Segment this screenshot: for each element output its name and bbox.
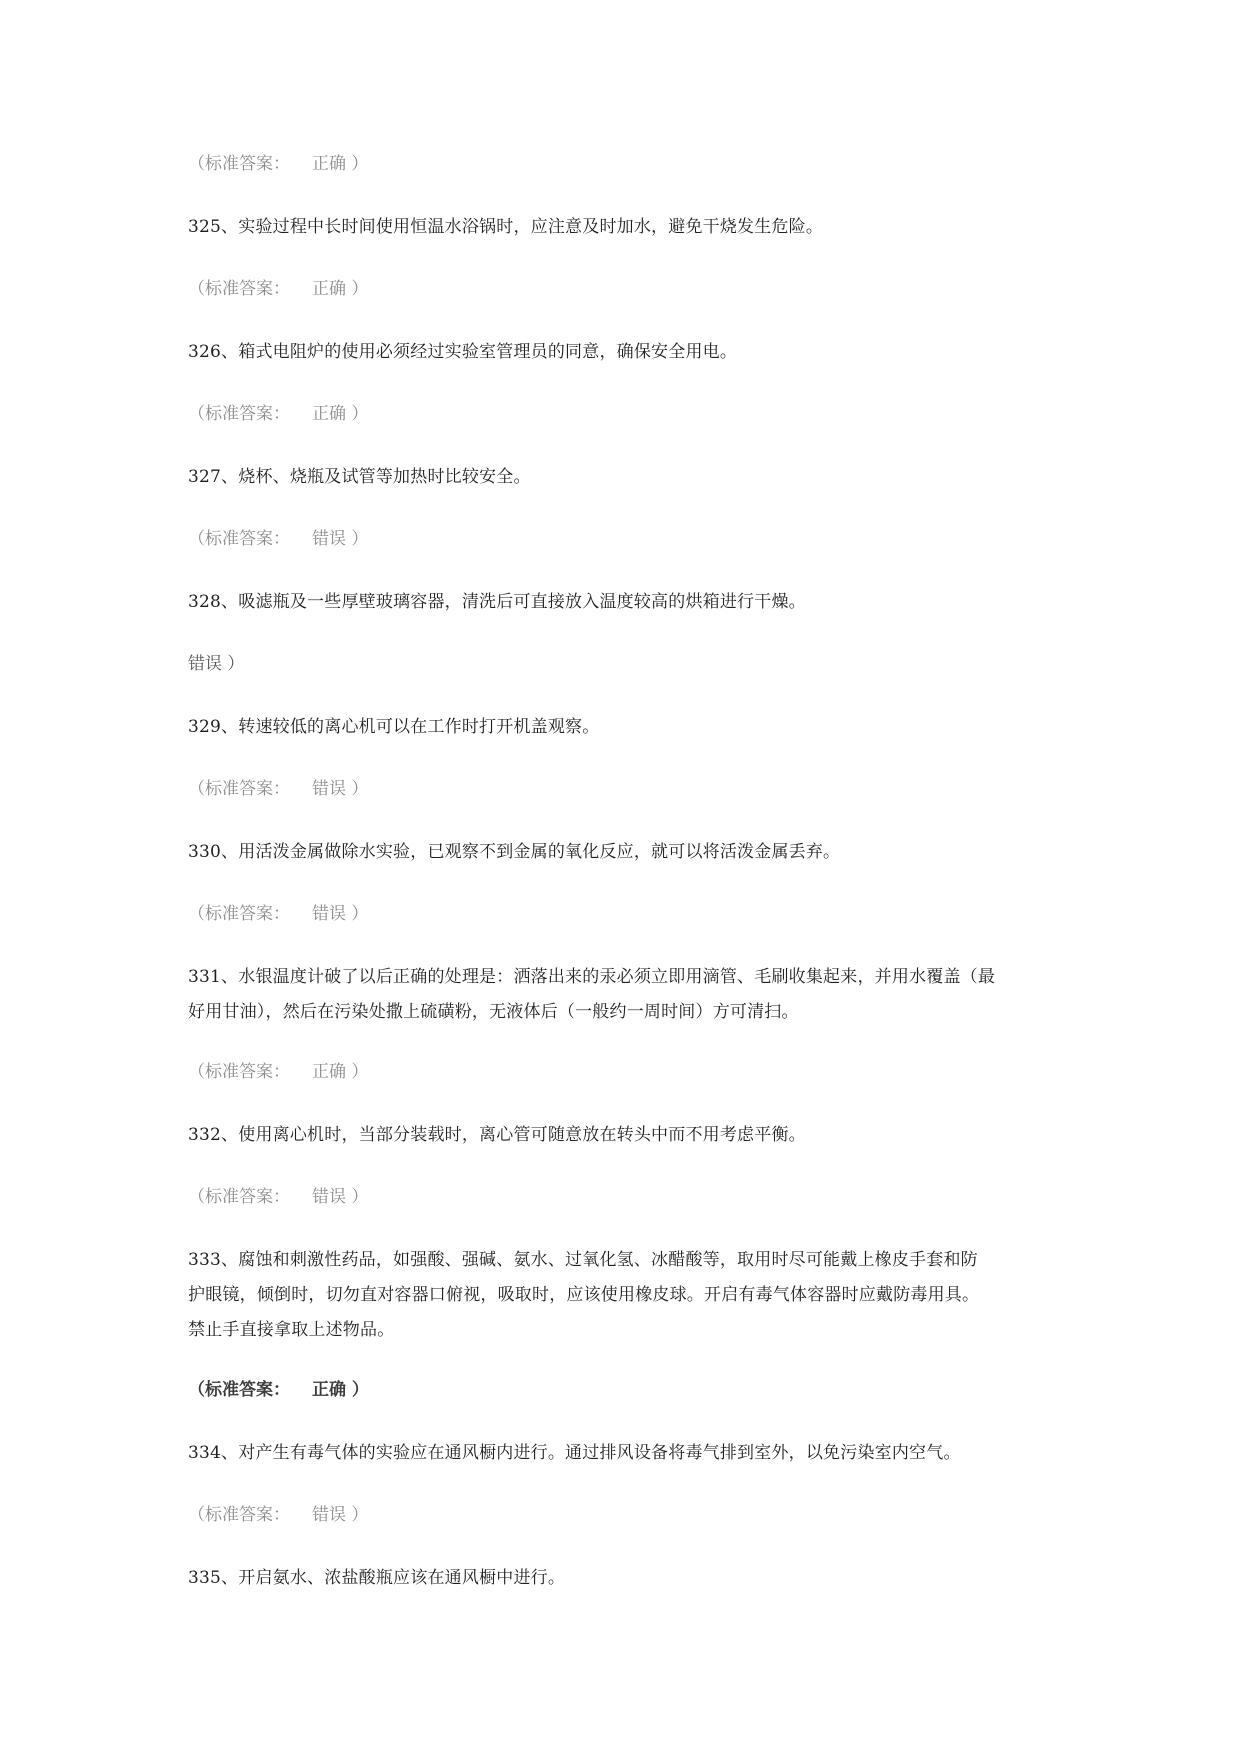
question-333-line-1: 333、腐蚀和刺激性药品，如强酸、强碱、氨水、过氧化氢、冰醋酸等，取用时尽可能戴上橡皮手套和防	[188, 1250, 978, 1270]
answer-value: 错误	[312, 529, 346, 549]
answer-fragment	[188, 648, 1068, 681]
answer-line	[188, 1374, 1068, 1407]
answer-close: ）	[351, 1380, 369, 1400]
question-331-line-1: 331、水银温度计破了以后正确的处理是：洒落出来的汞必须立即用滴管、毛刷收集起来，并用水覆盖（最	[188, 967, 996, 987]
answer-line	[188, 273, 1068, 306]
answer-value: 正确	[312, 154, 346, 174]
answer-close: ）	[351, 1062, 369, 1082]
answer-value: 错误	[312, 779, 346, 799]
answer-label: （标准答案：	[188, 1187, 290, 1207]
answer-value: 错误	[312, 904, 346, 924]
answer-line	[188, 773, 1068, 806]
question-334: 334、对产生有毒气体的实验应在通风橱内进行。通过排风设备将毒气排到室外，以免污染室内空气。	[188, 1443, 961, 1463]
answer-value: 正确	[312, 1062, 346, 1082]
answer-label: （标准答案：	[188, 904, 290, 924]
answer-label: （标准答案：	[188, 404, 290, 424]
question-327: 327、烧杯、烧瓶及试管等加热时比较安全。	[188, 467, 531, 487]
answer-label: （标准答案：	[188, 279, 290, 299]
answer-close: ）	[351, 1505, 369, 1525]
answer-line	[188, 1181, 1068, 1214]
answer-value: 正确	[312, 279, 346, 299]
question-326: 326、箱式电阻炉的使用必须经过实验室管理员的同意，确保安全用电。	[188, 342, 738, 362]
answer-label: （标准答案：	[188, 1505, 290, 1525]
question-332: 332、使用离心机时，当部分装载时，离心管可随意放在转头中而不用考虑平衡。	[188, 1125, 806, 1145]
answer-close: ）	[227, 654, 245, 674]
answer-label: （标准答案：	[188, 1062, 290, 1082]
answer-line	[188, 148, 1068, 181]
answer-line	[188, 898, 1068, 931]
answer-close: ）	[351, 404, 369, 424]
answer-close: ）	[351, 779, 369, 799]
answer-line	[188, 1499, 1068, 1532]
question-333-line-2: 护眼镜，倾倒时，切勿直对容器口俯视，吸取时，应该使用橡皮球。开启有毒气体容器时应戴防毒用具。	[188, 1285, 980, 1305]
answer-line	[188, 523, 1068, 556]
answer-value: 错误	[312, 1505, 346, 1525]
answer-value: 正确	[312, 1380, 346, 1400]
answer-value: 错误	[312, 1187, 346, 1207]
answer-label: （标准答案：	[188, 1380, 290, 1400]
answer-value: 正确	[312, 404, 346, 424]
answer-close: ）	[351, 279, 369, 299]
answer-close: ）	[351, 529, 369, 549]
answer-label: （标准答案：	[188, 154, 290, 174]
answer-line	[188, 1056, 1068, 1089]
answer-line	[188, 398, 1068, 431]
question-335: 335、开启氨水、浓盐酸瓶应该在通风橱中进行。	[188, 1568, 566, 1588]
answer-value: 错误	[188, 654, 222, 674]
question-331-line-2: 好用甘油），然后在污染处撒上硫磺粉，无液体后（一般约一周时间）方可清扫。	[188, 1002, 799, 1022]
question-329: 329、转速较低的离心机可以在工作时打开机盖观察。	[188, 717, 600, 737]
answer-close: ）	[351, 154, 369, 174]
question-328: 328、吸滤瓶及一些厚壁玻璃容器，清洗后可直接放入温度较高的烘箱进行干燥。	[188, 592, 806, 612]
answer-label: （标准答案：	[188, 779, 290, 799]
question-325: 325、实验过程中长时间使用恒温水浴锅时，应注意及时加水，避免干烧发生危险。	[188, 217, 824, 237]
question-330: 330、用活泼金属做除水实验，已观察不到金属的氧化反应，就可以将活泼金属丢弃。	[188, 842, 841, 862]
answer-close: ）	[351, 904, 369, 924]
answer-label: （标准答案：	[188, 529, 290, 549]
answer-close: ）	[351, 1187, 369, 1207]
question-333-line-3: 禁止手直接拿取上述物品。	[188, 1320, 395, 1340]
